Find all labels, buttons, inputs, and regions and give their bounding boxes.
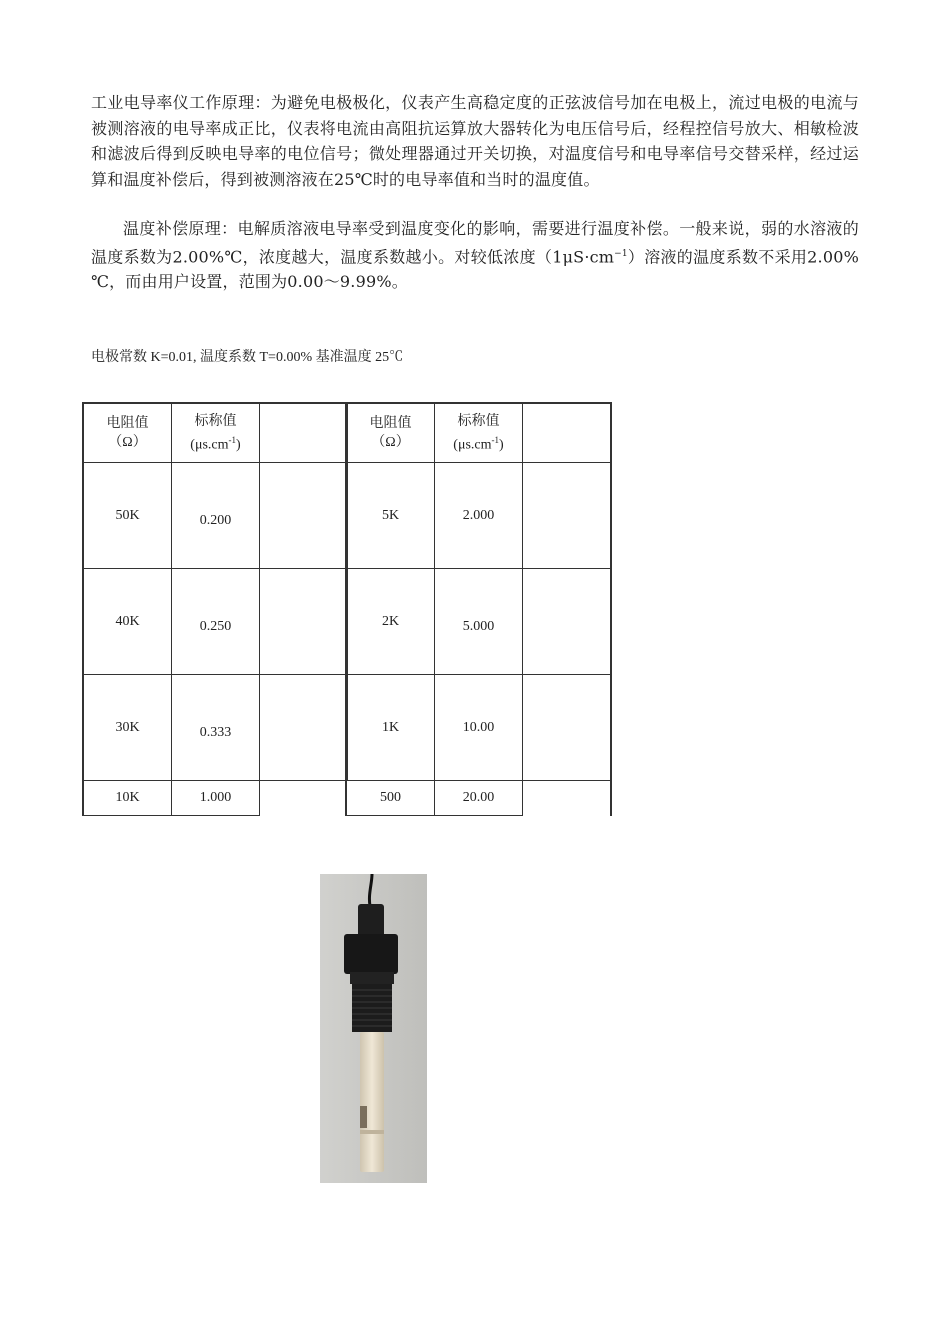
compensation-text-part2: ）溶液的温度系数不采用2.00%℃，而由用户设置，范围为0.00～9.99%。 bbox=[91, 246, 859, 292]
probe-tip bbox=[360, 1032, 384, 1172]
blank-cell bbox=[260, 463, 348, 569]
nominal-value: 0.200 bbox=[199, 512, 232, 528]
table-row bbox=[83, 781, 348, 816]
nominal-cell: 20.00 bbox=[435, 781, 523, 816]
temperature-compensation-paragraph bbox=[91, 216, 859, 295]
blank-cell bbox=[523, 569, 612, 675]
calibration-table-right bbox=[345, 402, 612, 816]
resistance-cell: 2K bbox=[346, 569, 435, 675]
header-resistance-unit: （Ω） bbox=[108, 435, 147, 450]
table-row bbox=[346, 569, 611, 675]
principle-heading: 工业电导率仪工作原理： bbox=[91, 93, 271, 112]
header-nominal-close: ) bbox=[236, 437, 241, 453]
probe-cap bbox=[358, 904, 384, 938]
header-nominal bbox=[435, 403, 523, 463]
blank-cell bbox=[523, 675, 612, 781]
blank-cell bbox=[260, 781, 348, 816]
header-resistance-label: 电阻值 bbox=[369, 416, 412, 431]
header-nominal-sup: -1 bbox=[228, 434, 237, 445]
header-nominal-unit: (μs.cm bbox=[190, 437, 229, 453]
resistance-cell: 5K bbox=[346, 463, 435, 569]
blank-cell bbox=[523, 463, 612, 569]
table-row bbox=[346, 781, 611, 816]
compensation-text-part1: 温度补偿原理：电解质溶液电导率受到温度变化的影响，需要进行温度补偿。一般来说，弱的水溶液的温度系数为2.00%℃，浓度越大，温度系数越小。对较低浓度（1μS·cm bbox=[91, 219, 859, 266]
table-row bbox=[83, 463, 348, 569]
header-nominal-label: 标称值 bbox=[194, 413, 237, 429]
nominal-cell: 10.00 bbox=[435, 675, 523, 781]
nominal-cell: 1.000 bbox=[172, 781, 260, 816]
blank-cell bbox=[523, 781, 612, 816]
header-resistance bbox=[83, 403, 172, 463]
resistance-cell: 500 bbox=[346, 781, 435, 816]
resistance-cell: 50K bbox=[83, 463, 172, 569]
table-row bbox=[346, 463, 611, 569]
compensation-superscript: −1 bbox=[614, 248, 628, 259]
nominal-cell bbox=[435, 569, 523, 675]
probe-nut bbox=[344, 934, 398, 974]
table-header-row bbox=[346, 403, 611, 463]
calibration-table-left bbox=[82, 402, 348, 816]
table-row bbox=[346, 675, 611, 781]
blank-cell bbox=[523, 403, 612, 463]
table-header-row bbox=[83, 403, 348, 463]
resistance-cell: 30K bbox=[83, 675, 172, 781]
principle-paragraph bbox=[91, 90, 859, 192]
blank-cell bbox=[260, 403, 348, 463]
blank-cell bbox=[260, 675, 348, 781]
probe-band bbox=[360, 1130, 384, 1134]
header-nominal bbox=[172, 403, 260, 463]
header-resistance-label: 电阻值 bbox=[106, 416, 149, 431]
nominal-value: 0.250 bbox=[199, 618, 232, 634]
probe-slot bbox=[360, 1106, 367, 1128]
header-nominal-sup: -1 bbox=[491, 434, 500, 445]
header-resistance bbox=[346, 403, 435, 463]
nominal-cell: 2.000 bbox=[435, 463, 523, 569]
nominal-value: 0.333 bbox=[199, 724, 232, 740]
nominal-cell bbox=[172, 569, 260, 675]
nominal-cell bbox=[172, 675, 260, 781]
conductivity-electrode-photo bbox=[320, 874, 427, 1183]
resistance-cell: 10K bbox=[83, 781, 172, 816]
probe-collar bbox=[350, 972, 394, 984]
resistance-cell: 40K bbox=[83, 569, 172, 675]
header-resistance-unit: （Ω） bbox=[371, 435, 410, 450]
header-nominal-unit: (μs.cm bbox=[453, 437, 492, 453]
nominal-cell bbox=[172, 463, 260, 569]
nominal-value: 5.000 bbox=[462, 618, 495, 634]
header-nominal-label: 标称值 bbox=[457, 413, 500, 429]
principle-body: 为避免电极极化，仪表产生高稳定度的正弦波信号加在电极上，流过电极的电流与被测溶液的电导率成正比，仪表将电流由高阻抗运算放大器转化为电压信号后，经程控信号放大、相敏检波和滤波后得到反映电导率的电位信号；微处理器通过开关切换，对温度信号和电导率信号交替采样，经过运算和温度补偿后，得到被测溶液在25℃时的电导率值和当时的温度值。 bbox=[91, 93, 859, 189]
electrode-params-line: 电极常数 K=0.01, 温度系数 T=0.00% 基准温度 25℃ bbox=[91, 350, 404, 365]
table-row bbox=[83, 675, 348, 781]
blank-cell bbox=[260, 569, 348, 675]
resistance-cell: 1K bbox=[346, 675, 435, 781]
table-row bbox=[83, 569, 348, 675]
header-nominal-close: ) bbox=[499, 437, 504, 453]
